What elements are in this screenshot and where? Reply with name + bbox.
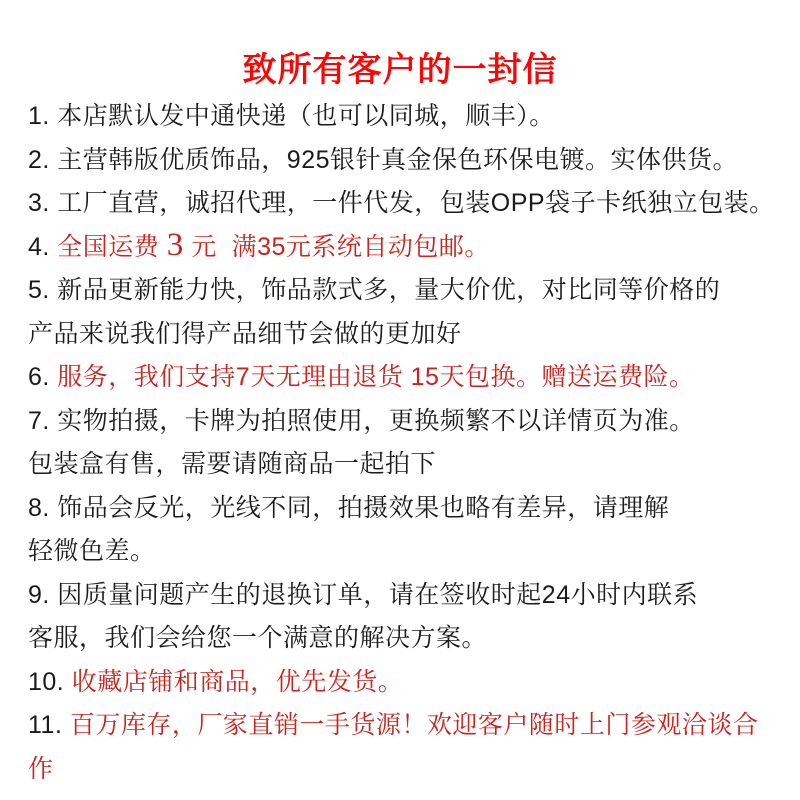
line-11-stock-cooperation [28,704,780,791]
line-1-shipping-default: 1. 本店默认发中通快递（也可以同城，顺丰）。 [28,102,555,130]
line-number: 6. [28,363,58,391]
line-7-real-photos: 7. 实物拍摄，卡牌为拍照使用，更换频繁不以详情页为准。 [28,406,695,435]
line-8-color-difference: 8. 饰品会反光，光线不同，拍摄效果也略有差异，请理解 [28,493,670,522]
line-5-new-products: 5. 新品更新能力快，饰品款式多，量大价优，对比同等价格的 [28,276,721,304]
line-number: 10. [28,667,72,696]
line-9-quality-issues: 9. 因质量问题产生的退换订单，请在签收时起24小时内联系 [28,580,699,609]
line-5-continuation: 产品来说我们得产品细节会做的更加好 [28,319,462,348]
line-4-shipping-fee [28,226,780,270]
favorite-shop-text: 收藏店铺和商品，优先发货。 [71,667,404,696]
free-shipping-threshold: 元 满35元系统自动包邮。 [183,232,490,261]
return-policy-text: 服务，我们支持7天无理由退货 15天包换。赠送运费险。 [57,363,695,391]
line-7-continuation: 包装盒有售，需要请随商品一起拍下 [28,450,437,478]
shipping-fee-prefix: 全国运费 [57,232,167,261]
shipping-fee-amount: 3 [166,226,184,263]
line-2-main-products: 2. 主营韩版优质饰品，925银针真金保色环保电镀。实体供货。 [28,145,739,174]
line-number: 11. [28,711,70,739]
line-8-continuation: 轻微色差。 [28,537,156,565]
stock-cooperation-text: 百万库存，厂家直销一手货源！欢迎客户随时上门参观洽谈合作 [28,711,759,783]
line-3-factory-direct: 3. 工厂直营，诚招代理，一件代发，包装OPP袋子卡纸独立包装。 [28,189,775,217]
page-title: 致所有客户的一封信 [242,51,558,89]
line-6-return-policy [28,356,780,400]
line-10-favorite-shop [28,661,780,705]
line-9-continuation: 客服，我们会给您一个满意的解决方案。 [28,624,488,652]
line-number: 4. [28,232,58,261]
letter-body [0,95,800,791]
